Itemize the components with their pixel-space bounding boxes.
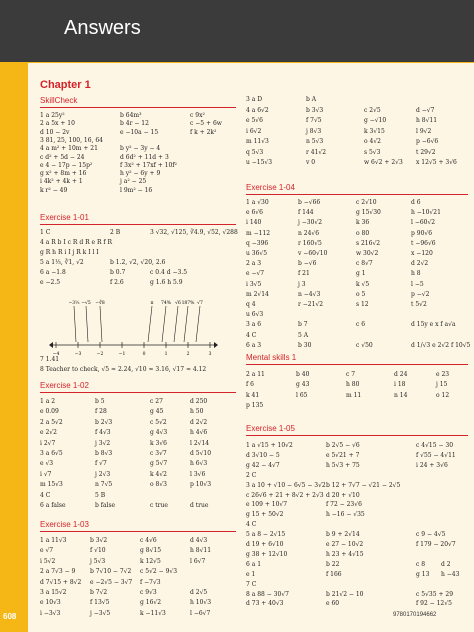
answer-cell: f 166: [326, 570, 342, 578]
answer-cell: b 0.7: [110, 269, 126, 276]
answer-cell: k r² − 49: [40, 186, 68, 194]
answer-cell: b 2√3: [95, 418, 113, 426]
answer-cell: g 1.6 h 5.9: [150, 279, 183, 286]
number-line-pointer: [74, 306, 76, 342]
answer-cell: b −√6: [298, 260, 317, 268]
answer-cell: 3 a D: [246, 96, 263, 103]
number-line-point-label: √7: [197, 301, 203, 306]
answer-cell: h −43: [441, 570, 460, 578]
answer-cell: b 64m³: [120, 112, 142, 119]
answer-cell: t 29√2: [416, 148, 436, 156]
answer-cell: k 36: [356, 219, 370, 227]
answer-cell: e 0.09: [40, 408, 59, 416]
answer-cell: f 179 − 20√7: [416, 541, 456, 548]
answer-cell: c 3√7: [150, 450, 167, 457]
answer-cell: f 13√5: [90, 599, 110, 607]
answer-cell: f √7: [95, 460, 107, 468]
answer-cell: o 80: [356, 229, 370, 237]
answer-cell: 3 a 10 + √10 − 6√5 − 3√2: [246, 481, 326, 489]
answer-cell: d 2√5: [190, 589, 208, 596]
answer-cell: g 15 + 50√2: [246, 511, 284, 519]
answer-cell: 2 B: [110, 229, 121, 236]
section-ex101: Exercise 1-01: [40, 213, 89, 222]
answer-cell: 8 Teacher to check, √5 ≈ 2.24, √10 ≈ 3.16, √17 ≈ 4.12: [40, 366, 207, 373]
answer-cell: 2 a 7√3 − 9: [40, 568, 76, 576]
answer-cell: e 1: [246, 570, 256, 578]
answer-cell: k 4√2: [150, 470, 168, 478]
answer-cell: b 2√5 − √6: [326, 442, 360, 449]
answer-cell: n −4√3: [298, 290, 321, 298]
answer-cell: g R h R i I j R k I l I: [40, 249, 99, 256]
answer-cell: 6 a false: [40, 502, 66, 509]
answer-cell: s 5√3: [364, 148, 381, 156]
answer-cell: 4 a 6√2: [246, 106, 269, 114]
answer-cell: q −396: [246, 239, 269, 247]
answer-cell: i 6√2: [246, 127, 262, 135]
answer-cell: d −√7: [416, 106, 435, 114]
number-line-pointer: [174, 306, 178, 342]
answer-cell: b 7√10 − 7√2: [90, 568, 132, 576]
answer-cell: h 8: [411, 270, 421, 278]
answer-cell: h y² − 6y + 9: [120, 170, 161, 178]
answer-cell: r −21√2: [298, 301, 324, 308]
answer-cell: q 4: [246, 301, 256, 308]
answer-cell: g 8√15: [140, 547, 162, 555]
answer-cell: g 16√2: [140, 599, 162, 607]
answer-cell: h 23 + 4√15: [326, 550, 364, 558]
answer-cell: c √50: [356, 341, 373, 349]
answer-cell: e 6√6: [246, 209, 263, 217]
answer-cell: t 5√2: [411, 301, 427, 308]
answer-cell: k 41: [246, 391, 260, 399]
answer-cell: b 3√2: [90, 537, 108, 544]
answer-cell: h −16 − √35: [326, 511, 365, 519]
section-skillcheck: SkillCheck: [40, 96, 78, 105]
number-line-point-label: 187%: [181, 301, 195, 306]
answer-cell: b −√66: [298, 199, 321, 206]
answer-cell: c 5√35 + 29: [416, 590, 454, 598]
section-rule: [40, 531, 236, 532]
answer-cell: i √7: [40, 470, 52, 478]
answer-cell: b 22: [326, 560, 340, 568]
answer-cell: k 3√6: [150, 439, 168, 447]
answer-cell: 4 C: [40, 491, 51, 499]
answer-cell: 5 a 1⅓, ∛1, √2: [40, 259, 84, 266]
answer-cell: 1 a 25y²: [40, 112, 65, 119]
answer-cell: 2 a 5√2: [40, 418, 63, 426]
answer-cell: c 26√6 + 21 + 8√2 + 2√3: [246, 491, 324, 499]
answer-cell: u −15√3: [246, 159, 273, 166]
answer-cell: b 1.2, √2, √20, 2.6: [110, 259, 166, 266]
answer-cell: b 21√2 − 10: [326, 590, 364, 598]
answer-cell: s 216√2: [356, 239, 381, 247]
answer-cell: d 6: [411, 199, 421, 206]
number-line-point-label: π: [150, 301, 154, 306]
answer-cell: g 38 + 12√10: [246, 550, 288, 558]
answer-cell: g 15√30: [356, 209, 381, 217]
answer-cell: g 1: [356, 270, 366, 278]
answer-cell: u 36√5: [246, 250, 268, 257]
answer-cell: h 5√3 + 75: [326, 461, 360, 469]
answer-cell: j 8√3: [306, 127, 322, 135]
answer-cell: d 2√2: [190, 418, 208, 426]
answer-cell: l 9m² − 16: [120, 186, 153, 194]
answer-cell: e 2√2: [40, 429, 57, 437]
answer-cell: v −60√10: [298, 250, 328, 257]
number-line-tick-label: −3: [74, 352, 82, 357]
number-line-point-label: −√5: [81, 301, 91, 306]
answer-cell: e 27 − 10√2: [326, 541, 364, 548]
answer-cell: g 43: [296, 381, 310, 389]
number-line-tick-label: 2: [186, 352, 190, 357]
answer-cell: f 72 − 23√6: [326, 501, 362, 509]
answer-cell: f k + 2k²: [190, 128, 217, 136]
answer-cell: i 2√7: [40, 439, 56, 447]
answer-cell: c 4√15 − 30: [416, 442, 454, 449]
answer-cell: j 2√3: [95, 470, 111, 478]
answer-cell: b false: [95, 502, 116, 509]
answer-cell: b 9 + 2√14: [326, 531, 360, 539]
answer-cell: 3 a 15√2: [40, 589, 67, 596]
answer-cell: k 3√15: [364, 127, 385, 135]
answer-cell: b 12 + 7√7 − √21 − 2√5: [326, 481, 401, 489]
answer-cell: c 5√2: [150, 418, 167, 426]
answer-cell: x −120: [411, 250, 433, 257]
answer-cell: f 2.6: [110, 279, 124, 286]
answer-cell: q 5√3: [246, 148, 264, 156]
answer-cell: h 80: [346, 381, 360, 389]
chapter-heading: Chapter 1: [40, 79, 91, 91]
answer-cell: 3 81, 25, 100, 16, 64: [40, 136, 103, 144]
number-line-pointer: [100, 306, 102, 342]
answer-cell: d 15y e x f a√a: [411, 321, 456, 329]
answer-cell: g 4√3: [150, 429, 168, 437]
number-line-point-label: 74%: [160, 301, 172, 306]
number-line-tick-label: −4: [52, 352, 60, 357]
answer-cell: 3 a 6: [246, 321, 262, 329]
answer-cell: w 30√2: [356, 250, 379, 257]
answer-cell: b y² − 3y − 4: [120, 145, 161, 153]
answer-cell: b 5: [95, 398, 105, 405]
answer-cell: o 5: [356, 290, 366, 298]
answer-cell: h 10√3: [190, 599, 212, 607]
answer-cell: d 5√10: [190, 450, 212, 457]
answer-cell: g 45: [150, 408, 164, 416]
answer-cell: f 144: [298, 209, 314, 217]
answer-cell: l −60√2: [411, 219, 436, 227]
answer-cell: c 8: [416, 560, 426, 568]
answer-cell: j −3√5: [90, 609, 111, 617]
answer-cell: p 135: [246, 402, 264, 410]
page-number: 608: [3, 612, 17, 621]
answer-cell: b 3√3: [306, 106, 324, 114]
answer-cell: l 3√6: [190, 470, 206, 478]
answer-cell: f 92 − 12√5: [416, 600, 452, 608]
number-line-tick-label: 3: [208, 352, 212, 357]
answer-cell: e 109 + 10√7: [246, 501, 288, 509]
answer-cell: l 6√7: [190, 557, 206, 565]
answer-cell: d 10 − 2v: [40, 128, 70, 136]
answer-cell: f 4√3: [95, 429, 111, 437]
answer-cell: d 20 + √10: [326, 491, 360, 499]
answer-cell: w 6√2 + 2√3: [364, 159, 403, 166]
answer-cell: d 2: [441, 560, 451, 568]
answer-cell: 5 a 8 − 2√15: [246, 531, 286, 539]
number-line: [48, 298, 218, 358]
answer-cell: h 50: [190, 408, 204, 416]
answer-cell: 6 a −1.8: [40, 269, 66, 276]
answer-cell: 1 a √15 + 10√2: [246, 442, 293, 449]
answer-cell: o 12: [436, 391, 450, 399]
answer-cell: i 140: [246, 219, 262, 227]
answer-cell: 1 C: [40, 229, 51, 236]
answer-cell: d 73 + 40√3: [246, 600, 284, 608]
answer-cell: v 0: [306, 159, 316, 166]
answer-cell: c d² + 5d − 24: [40, 153, 85, 161]
number-line-pointer: [162, 306, 166, 342]
answer-cell: d true: [190, 502, 209, 509]
answer-cell: e −2√5 − 3√7: [90, 578, 133, 586]
answer-cell: 2 a 3: [246, 260, 262, 268]
answer-cell: g 42 − 4√7: [246, 461, 280, 469]
answer-cell: e 23: [436, 371, 450, 378]
answer-cell: d 7√15 + 8√2: [40, 578, 82, 586]
answer-cell: c 5√2 − 9√3: [140, 568, 178, 576]
number-line-tick-label: −2: [96, 352, 104, 357]
answer-cell: c −5 + 6w: [190, 120, 222, 128]
answer-cell: d 1/√3 e 2√2 f 10√5: [411, 341, 471, 349]
answer-cell: b 8√3: [95, 450, 113, 457]
answer-cell: c 0.4 d −3.5: [150, 269, 188, 276]
answer-cell: 7 C: [246, 580, 257, 588]
answer-cell: 7 1.41: [40, 356, 60, 363]
answer-cell: 2 C: [246, 471, 257, 479]
answer-cell: i 5√2: [40, 557, 56, 565]
answer-cell: p 10√3: [190, 481, 212, 489]
answer-cell: b 30: [298, 341, 312, 349]
answer-cell: d 3√10 − 5: [246, 451, 280, 459]
answer-cell: r 41√2: [306, 148, 327, 156]
answer-cell: g x² + 8m + 16: [40, 170, 87, 178]
answer-cell: e 10√3: [40, 599, 61, 607]
answer-cell: k −11√3: [140, 609, 166, 617]
answer-cell: i 24 + 3√6: [416, 461, 448, 469]
answer-cell: f 3x² + 17xf + 10f²: [120, 161, 177, 169]
answer-cell: f √55 − 4√11: [416, 451, 456, 459]
answer-cell: d 24: [394, 371, 408, 378]
answer-cell: e −2.5: [40, 279, 61, 286]
answer-cell: c 9 − 4√5: [416, 531, 446, 539]
answer-cell: l −6√7: [190, 609, 211, 617]
answer-cell: e 4 − 17p − 15p²: [40, 161, 93, 169]
answer-cell: e 5√21 + 7: [326, 451, 360, 459]
section-ex105: Exercise 1-05: [246, 424, 295, 433]
answer-cell: l 65: [296, 391, 308, 399]
number-line-tick-label: 1: [164, 352, 168, 357]
answer-cell: e −√7: [246, 270, 265, 278]
answer-cell: n 24√6: [298, 229, 320, 237]
answer-cell: j 15: [436, 381, 448, 389]
answer-cell: d 19 + 6√10: [246, 541, 284, 548]
answer-cell: h 8√11: [190, 547, 212, 555]
answer-cell: c 2√10: [356, 199, 377, 206]
answer-cell: h 4√6: [190, 429, 208, 437]
answer-cell: d 6d² + 11d + 3: [120, 153, 169, 161]
answer-cell: d 250: [190, 398, 208, 405]
answer-cell: e √7: [40, 547, 54, 555]
number-line-pointer: [196, 306, 200, 342]
answer-cell: i 4k² + 4k + 1: [40, 178, 83, 186]
side-strip: [0, 62, 28, 632]
number-line-point-label: √6: [175, 301, 181, 306]
section-rule: [40, 107, 236, 108]
answer-cell: e 60: [326, 600, 340, 608]
answer-cell: e 5√6: [246, 117, 263, 124]
section-mental: Mental skills 1: [246, 353, 297, 362]
section-rule: [40, 392, 236, 393]
answer-cell: 4 a R b I c R d R e R f R: [40, 239, 113, 246]
answer-cell: c 7: [346, 371, 356, 378]
answer-cell: 3 a 6√5: [40, 450, 63, 457]
answer-cell: b 7√2: [90, 589, 108, 596]
answer-cell: j −30√2: [298, 219, 323, 227]
answer-cell: u 6√3: [246, 311, 264, 319]
answer-cell: 6 a 3: [246, 341, 262, 349]
answer-cell: h 8√11: [416, 117, 438, 124]
section-rule: [246, 435, 468, 436]
answer-cell: 5 B: [95, 491, 106, 499]
answer-cell: b A: [306, 96, 317, 103]
answer-cell: c 9√3: [140, 589, 157, 596]
answer-cell: g −√10: [364, 117, 387, 124]
answer-cell: l 2√14: [190, 439, 210, 447]
answer-cell: p −√2: [411, 290, 430, 298]
number-line-pointer: [148, 306, 152, 342]
answer-cell: c 6: [356, 321, 366, 329]
answer-cell: n 14: [394, 391, 408, 399]
answer-cell: f −7√3: [140, 578, 161, 586]
answer-cell: j 5√3: [90, 557, 106, 565]
number-line-pointer: [86, 306, 88, 342]
answer-cell: k 12√5: [140, 557, 161, 565]
answer-cell: m −112: [246, 229, 271, 237]
answer-cell: l 9√2: [416, 127, 432, 135]
answer-cell: i 18: [394, 381, 406, 389]
answer-cell: j a² − 25: [120, 178, 147, 186]
answer-cell: 4 C: [246, 331, 257, 339]
answer-cell: 5 A: [298, 331, 309, 339]
answer-cell: c 8√7: [356, 260, 373, 268]
isbn: 9780170194662: [393, 612, 437, 618]
answer-cell: 2 a 5x + 10: [40, 120, 75, 128]
answer-cell: e −10a − 15: [120, 128, 159, 136]
answer-cell: 1 a 2: [40, 398, 56, 405]
section-rule: [246, 194, 468, 195]
answer-cell: 4 a m² + 10m + 21: [40, 145, 98, 153]
number-line-tick-label: 0: [142, 352, 146, 357]
answer-cell: j 3: [298, 280, 306, 288]
answer-cell: i 3√5: [246, 280, 262, 288]
answer-cell: 8 a 88 − 30√7: [246, 590, 289, 598]
answer-cell: t −96√6: [411, 239, 436, 247]
answer-cell: m 11: [346, 391, 362, 399]
answer-cell: b 4r − 12: [120, 120, 149, 128]
section-rule: [40, 224, 236, 225]
answer-cell: b 7: [298, 321, 308, 329]
answer-cell: f √10: [90, 547, 106, 555]
number-line-point-label: −∛8: [95, 301, 105, 306]
answer-cell: j 3√2: [95, 439, 111, 447]
answer-cell: c 2√5: [364, 106, 381, 114]
answer-cell: l −5: [411, 280, 424, 288]
answer-cell: p 90√6: [411, 229, 433, 237]
answer-cell: 4 C: [246, 521, 257, 529]
answer-cell: c true: [150, 502, 168, 509]
answer-cell: d 4√3: [190, 537, 208, 544]
answer-cell: o 4√2: [364, 138, 381, 145]
answer-cell: e √3: [40, 460, 54, 468]
section-ex104: Exercise 1-04: [246, 183, 295, 192]
answer-cell: h 6√3: [190, 460, 208, 468]
answer-cell: 2 a 11: [246, 371, 265, 378]
number-line-tick-label: −1: [118, 352, 126, 357]
answer-cell: 3 √32, √125, ∛4.9, √52, √288: [150, 229, 238, 236]
answer-cell: p −6√6: [416, 138, 439, 145]
answer-cell: m 15√3: [40, 481, 63, 489]
section-rule: [246, 364, 468, 365]
answer-cell: c 4√6: [140, 537, 157, 544]
section-ex102: Exercise 1-02: [40, 381, 89, 390]
answer-cell: 1 a √30: [246, 199, 269, 206]
header-rule: [28, 62, 474, 63]
answer-cell: 1 a 11√3: [40, 537, 67, 544]
answer-cell: c 27: [150, 398, 163, 405]
answer-cell: m 11√3: [246, 138, 269, 145]
answer-cell: 6 a 1: [246, 560, 262, 568]
answer-cell: i −3√3: [40, 609, 61, 617]
answer-cell: o 8√3: [150, 481, 167, 489]
answer-cell: f 7√5: [306, 117, 322, 124]
answer-cell: d 2√2: [411, 260, 429, 268]
answer-cell: k √5: [356, 280, 370, 288]
answer-cell: f 28: [95, 408, 107, 416]
page-title: Answers: [64, 17, 141, 39]
answer-cell: x 12√5 + 3√6: [416, 159, 457, 166]
answer-cell: g 13: [416, 570, 430, 578]
answer-cell: m 2√14: [246, 290, 269, 298]
answer-cell: c 9x²: [190, 112, 205, 119]
section-ex103: Exercise 1-03: [40, 520, 89, 529]
answer-cell: b 40: [296, 371, 310, 378]
answer-cell: g 5√7: [150, 460, 168, 468]
answer-cell: s 12: [356, 301, 369, 308]
answer-cell: h −10√21: [411, 209, 441, 217]
answer-cell: n 5√3: [306, 138, 324, 145]
answer-cell: f 21: [298, 270, 310, 278]
number-line-pointer: [184, 306, 188, 342]
answer-cell: f 6: [246, 381, 254, 389]
number-line-point-label: −3⅓: [68, 301, 80, 306]
answer-cell: n 7√5: [95, 481, 113, 489]
answer-cell: r 160√5: [298, 239, 322, 247]
